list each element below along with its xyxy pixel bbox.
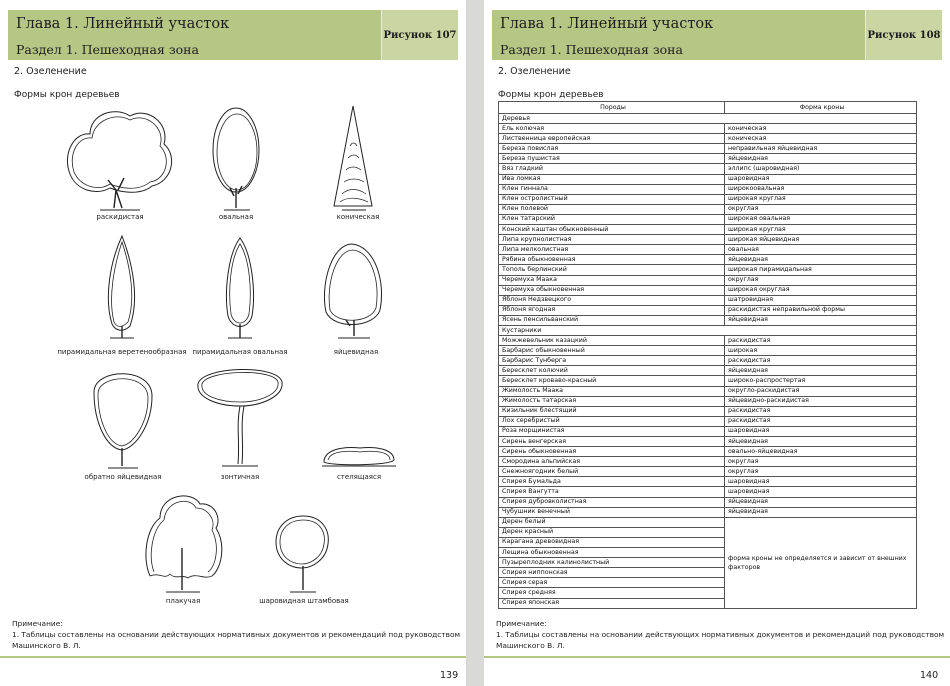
species-cell: Ясень пенсильванский [499, 315, 725, 325]
spindle-pyramidal-tree-icon [100, 232, 144, 342]
shape-label: коническая [336, 213, 380, 221]
species-cell: Лох серебристый [499, 416, 725, 426]
species-cell: Липа мелколистная [499, 245, 725, 255]
note-title: Примечание: [12, 619, 63, 628]
species-cell: Клен гиннала [499, 184, 725, 194]
column-header-species: Породы [499, 102, 725, 114]
page-number: 140 [920, 670, 939, 681]
left-page [0, 0, 466, 686]
crown-shape-cell: шаровидная [725, 174, 917, 184]
note-line: Машинского В. Л. [12, 641, 81, 650]
note-line: Машинского В. Л. [496, 641, 565, 650]
creeping-shrub-icon [320, 440, 398, 470]
crown-shape-cell: округло-раскидистая [725, 386, 917, 396]
shape-label: стелящаяся [336, 473, 382, 481]
table-row [499, 255, 917, 265]
table-row [499, 315, 917, 325]
page-number: 139 [440, 670, 459, 681]
species-cell: Спирея Бумальда [499, 477, 725, 487]
crown-shape-cell: широкая пирамидальная [725, 265, 917, 275]
crown-shape-cell: округлая [725, 467, 917, 477]
right-page [484, 0, 950, 686]
species-cell: Барбарис обыкновенный [499, 346, 725, 356]
group-label: Деревья [499, 114, 917, 124]
species-cell: Сирень венгерская [499, 437, 725, 447]
crown-shape-cell: округлая [725, 457, 917, 467]
weeping-crown-tree-icon [130, 488, 236, 594]
species-cell: Рябина обыкновенная [499, 255, 725, 265]
crown-shape-cell: раскидистая [725, 336, 917, 346]
table-row [499, 447, 917, 457]
table-row [499, 144, 917, 154]
table-row [499, 214, 917, 224]
species-cell: Спирея средняя [499, 588, 725, 598]
species-cell: Чубушник венечный [499, 507, 725, 517]
shape-label: плакучая [165, 597, 201, 605]
species-cell: Береза повислая [499, 144, 725, 154]
species-cell: Лещина обыкновенная [499, 548, 725, 558]
crown-shapes-table [498, 101, 917, 609]
species-cell: Тополь берлинский [499, 265, 725, 275]
species-cell: Спирея японская [499, 598, 725, 608]
crown-shape-cell: яйцевидная [725, 497, 917, 507]
species-cell: Бересклет колючий [499, 366, 725, 376]
species-cell: Жимолость татарская [499, 396, 725, 406]
section-title: Раздел 1. Пешеходная зона [500, 42, 683, 57]
crown-shape-cell: шаровидная [725, 426, 917, 436]
table-row [499, 275, 917, 285]
crown-shape-cell: яйцевидная [725, 255, 917, 265]
crown-shape-cell: широкоовальная [725, 184, 917, 194]
table-row [499, 225, 917, 235]
species-cell: Ива ломкая [499, 174, 725, 184]
table-row [499, 235, 917, 245]
shape-label: пирамидальная веретенообразная [57, 348, 187, 356]
crown-shape-cell: яйцевидная [725, 315, 917, 325]
species-cell: Бересклет кроваво-красный [499, 376, 725, 386]
species-cell: Клен полевой [499, 204, 725, 214]
table-row [499, 336, 917, 346]
species-cell: Спирея дубровколистная [499, 497, 725, 507]
table-row [499, 204, 917, 214]
left-header-band [8, 10, 458, 60]
species-cell: Конский каштан обыкновенный [499, 225, 725, 235]
group-label: Кустарники [499, 325, 917, 335]
table-row [499, 285, 917, 295]
table-row [499, 366, 917, 376]
section-title: Раздел 1. Пешеходная зона [16, 42, 199, 57]
species-cell: Роза морщинистая [499, 426, 725, 436]
table-row [499, 356, 917, 366]
note-block [496, 618, 944, 651]
table-row [499, 477, 917, 487]
table-row [499, 376, 917, 386]
conical-crown-tree-icon [328, 104, 378, 214]
table-row [499, 457, 917, 467]
table-row [499, 346, 917, 356]
crown-shape-cell: яйцевидно-раскидистая [725, 396, 917, 406]
chapter-title: Глава 1. Линейный участок [500, 16, 714, 32]
footer-rule [0, 656, 466, 658]
species-cell: Клен остролистный [499, 194, 725, 204]
table-row [499, 396, 917, 406]
crown-shape-cell: широкая круглая [725, 225, 917, 235]
crown-shape-cell: яйцевидная [725, 437, 917, 447]
species-cell: Дерен белый [499, 517, 725, 527]
note-title: Примечание: [496, 619, 547, 628]
crown-shape-cell: шаровидная [725, 487, 917, 497]
shape-label: шаровидная штамбовая [259, 597, 349, 605]
species-cell: Липа крупнолистная [499, 235, 725, 245]
crown-shape-cell: широкая яйцевидная [725, 235, 917, 245]
figure-number: Рисунок 107 [381, 10, 458, 60]
table-row [499, 174, 917, 184]
table-title: Формы крон деревьев [498, 90, 604, 100]
crown-shape-cell: широкая круглая [725, 194, 917, 204]
species-cell: Черемуха обыкновенная [499, 285, 725, 295]
table-row [499, 426, 917, 436]
species-cell: Кизильник блестящий [499, 406, 725, 416]
crown-shape-cell: яйцевидная [725, 507, 917, 517]
species-cell: Яблоня Недзвецкого [499, 295, 725, 305]
table-row [499, 305, 917, 315]
table-row [499, 467, 917, 477]
table-row [499, 134, 917, 144]
figure-number: Рисунок 108 [865, 10, 942, 60]
table-row [499, 416, 917, 426]
shape-label: пирамидальная овальная [192, 348, 288, 356]
crown-shape-cell: раскидистая [725, 406, 917, 416]
pyramidal-oval-tree-icon [218, 232, 262, 342]
table-row [499, 154, 917, 164]
crown-shape-cell: коническая [725, 134, 917, 144]
crown-shape-cell: эллипс (шаровидная) [725, 164, 917, 174]
table-row [499, 184, 917, 194]
crown-shape-cell: широко-распростертая [725, 376, 917, 386]
table-row [499, 245, 917, 255]
species-cell: Жимолость Маака [499, 386, 725, 396]
table-row [499, 124, 917, 134]
crown-shape-cell: шаровидная [725, 477, 917, 487]
ovoid-crown-tree-icon [318, 240, 388, 340]
spherical-standard-tree-icon [270, 512, 336, 594]
table-row [499, 295, 917, 305]
shape-label: обратно яйцевидная [84, 473, 162, 481]
species-cell: Лиственница европейская [499, 134, 725, 144]
obovate-crown-tree-icon [86, 362, 160, 470]
species-cell: Клен татарский [499, 214, 725, 224]
shape-label: яйцевидная [333, 348, 379, 356]
note-block [12, 618, 460, 651]
species-cell: Спирея Вангутта [499, 487, 725, 497]
species-cell: Пузыреплодник калинолистный [499, 558, 725, 568]
table-group-row [499, 325, 917, 335]
species-cell: Спирея ниппонская [499, 568, 725, 578]
crown-shape-cell: яйцевидная [725, 154, 917, 164]
figure-title: Формы крон деревьев [14, 90, 120, 100]
species-cell: Спирея серая [499, 578, 725, 588]
table-row [499, 517, 917, 527]
crown-shape-cell: раскидистая неправильной формы [725, 305, 917, 315]
crown-shape-cell: раскидистая [725, 416, 917, 426]
spreading-crown-tree-icon [60, 104, 180, 214]
note-line: 1. Таблицы составлены на основании действующих нормативных документов и рекомендаций под руководством [12, 630, 461, 639]
species-cell: Береза пушистая [499, 154, 725, 164]
crown-shape-cell: овально-яйцевидная [725, 447, 917, 457]
crown-shape-cell: округлая [725, 204, 917, 214]
table-row [499, 164, 917, 174]
table-row [499, 487, 917, 497]
table-row [499, 406, 917, 416]
table-row [499, 265, 917, 275]
crown-shape-cell: овальная [725, 245, 917, 255]
crown-shape-cell: яйцевидная [725, 366, 917, 376]
crown-shape-cell: широкая округлая [725, 285, 917, 295]
shape-label: зонтичная [220, 473, 260, 481]
species-cell: Карагана древовидная [499, 537, 725, 547]
crown-shape-cell: коническая [725, 124, 917, 134]
shape-label: раскидистая [96, 213, 144, 221]
species-cell: Барбарис Тунберга [499, 356, 725, 366]
species-cell: Смородина альпийская [499, 457, 725, 467]
crown-shape-cell: округлая [725, 275, 917, 285]
crown-shape-cell: раскидистая [725, 356, 917, 366]
oval-crown-tree-icon [206, 104, 266, 214]
shape-label: овальная [218, 213, 254, 221]
table-row [499, 497, 917, 507]
table-row [499, 507, 917, 517]
species-cell: Дерен красный [499, 527, 725, 537]
chapter-title: Глава 1. Линейный участок [16, 16, 230, 32]
species-cell: Снежноягодник белый [499, 467, 725, 477]
crown-shape-cell-merged: форма кроны не определяется и зависит от внешних факторов [725, 517, 917, 608]
note-line: 1. Таблицы составлены на основании действующих нормативных документов и рекомендаций под руководством [496, 630, 945, 639]
table-row [499, 194, 917, 204]
table-row [499, 437, 917, 447]
footer-rule [484, 656, 950, 658]
crown-shape-cell: широкая [725, 346, 917, 356]
species-cell: Ель колючая [499, 124, 725, 134]
species-cell: Черемуха Маака [499, 275, 725, 285]
subsection-title: 2. Озеленение [498, 66, 571, 77]
crown-shape-cell: шатровидная [725, 295, 917, 305]
table-group-row [499, 114, 917, 124]
species-cell: Можжевельник казацкий [499, 336, 725, 346]
species-cell: Яблоня ягодная [499, 305, 725, 315]
column-header-crown-shape: Форма кроны [725, 102, 917, 114]
crown-shape-cell: широкая овальная [725, 214, 917, 224]
crown-shape-cell: неправильная яйцевидная [725, 144, 917, 154]
table-row [499, 386, 917, 396]
species-cell: Сирень обыкновенная [499, 447, 725, 457]
right-header-band [492, 10, 942, 60]
species-cell: Вяз гладкий [499, 164, 725, 174]
umbrella-crown-tree-icon [192, 362, 288, 470]
subsection-title: 2. Озеленение [14, 66, 87, 77]
